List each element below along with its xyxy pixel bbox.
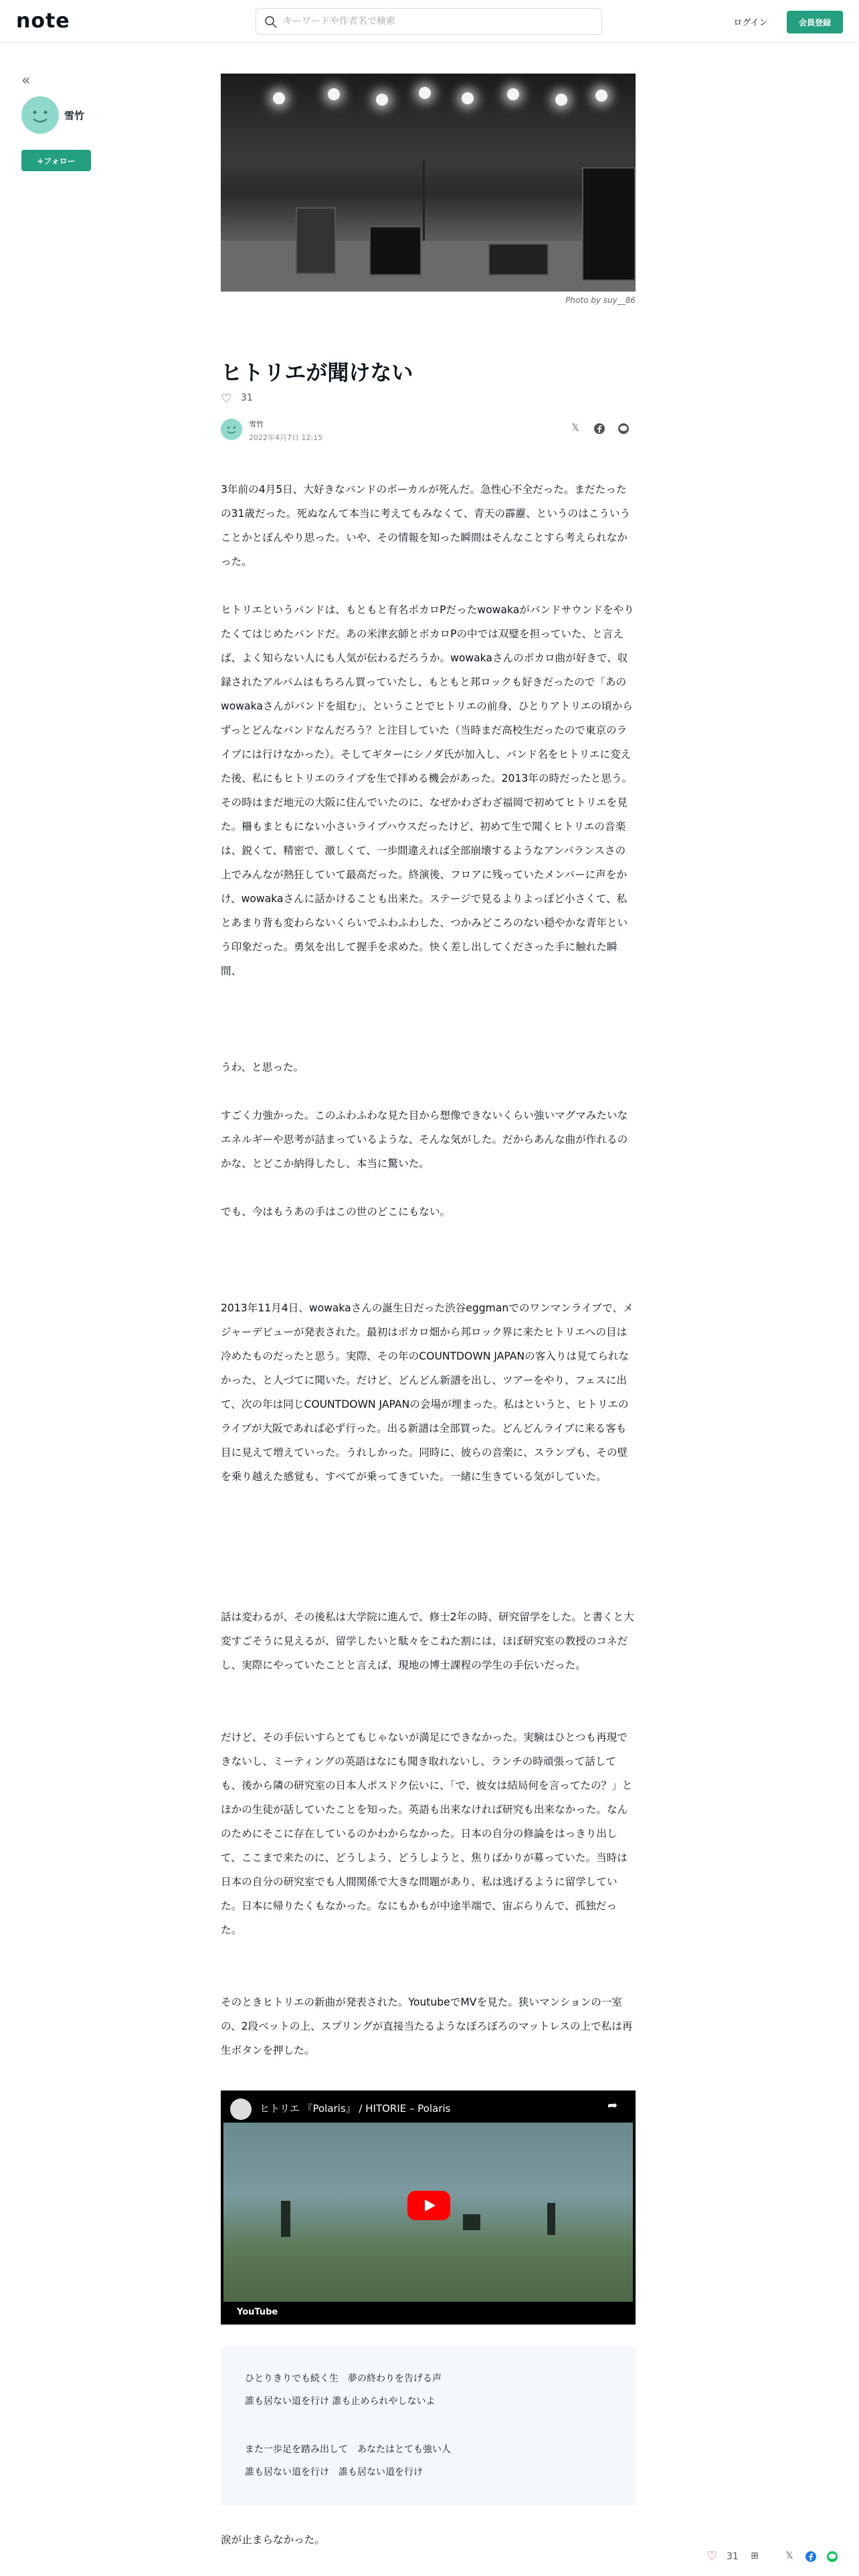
floating-like-count: 31	[727, 2551, 739, 2562]
article-paragraph: うわ、と思った。	[221, 1061, 304, 1073]
signup-button[interactable]: 会員登録	[787, 11, 843, 33]
follow-button[interactable]: +フォロー	[21, 150, 91, 171]
quote-line: 誰も居ない道を行け 誰も居ない道を行け	[245, 2467, 423, 2478]
magazine-add-icon[interactable]: ⊞	[751, 2551, 759, 2561]
post-date: 2022年4月7日 12:15	[249, 433, 323, 442]
sidebar-author-name[interactable]: 雪竹	[64, 110, 85, 122]
sidebar-avatar[interactable]	[21, 96, 59, 134]
article-paragraph: 話は変わるが、その後私は大学院に進んで、修士2年の時、研究留学をした。と書くと大変すごそうに見えるが、留学したいと駄々をこねた割には、ほぼ研究室の教授のコネだし、実際にやっていたことと言えば、現地の博士課程の学生の手伝いだった。	[221, 1611, 634, 1671]
login-button[interactable]: ログイン	[724, 11, 777, 32]
search-box[interactable]	[256, 8, 602, 35]
like-count: 31	[241, 393, 253, 403]
article-paragraph: そのときヒトリエの新曲が発表された。YoutubeでMVを見た。狭いマンションの一室の、2段ベットの上、スプリングが直接当たるようなぼろぼろのマットレスの上で私は再生ボタンを押した。	[221, 1996, 633, 2056]
channel-avatar[interactable]	[230, 2099, 252, 2120]
hero-photo	[221, 74, 636, 292]
article-paragraph: 2013年11月4日、wowakaさんの誕生日だった渋谷eggmanでのワンマンライブで、メジャーデビューが発表された。最初はボカロ畑から邦ロック界に来たヒトリエへの目は冷めたものだったと思う。実際、その年のCOUNTDOWN JAPANの客入りは見てられなかった、と人づてに聞いた。だけど、どんどん新譜を出し、ツアーをやり、フェスに出て、次の年は同じCOUNTDOWN JAPANの会場が埋まった。私はというと、ヒトリエのライブが大阪であれば必ず行った。出る新譜は全部買った。どんどんライブに来る客も目に見えて増えていった。うれしかった。同時に、彼らの音楽に、スランプも、その壁を乗り越えた感覚も、すべてが乗ってきていた。一緒に生きている気がしていた。	[221, 1302, 634, 1483]
collapse-sidebar-icon[interactable]: «	[21, 72, 31, 89]
photo-credit[interactable]: Photo by suy__86	[565, 296, 636, 305]
video-share-icon[interactable]: ➦	[607, 2099, 618, 2113]
x-share-icon[interactable]: 𝕏	[785, 2551, 793, 2561]
article-paragraph: 3年前の4月5日、大好きなバンドのボーカルが死んだ。急性心不全だった。まだたったの31歳だった。死ぬなんて本当に考えてもみなくて、青天の霹靂、というのはこういうことかとぼんやり思った。いや、その情報を知った瞬間はそんなことすら考えられなかった。	[221, 484, 631, 568]
author-name[interactable]: 雪竹	[249, 420, 264, 429]
lyrics-quote	[221, 2347, 636, 2505]
search-icon	[264, 15, 278, 29]
smiley-avatar-icon	[21, 96, 59, 134]
smiley-avatar-icon	[221, 419, 242, 440]
article-title: ヒトリエが聞けない	[221, 360, 413, 385]
floating-heart-icon[interactable]: ♡	[706, 2549, 718, 2563]
article-paragraph: ヒトリエというバンドは、もともと有名ボカロPだったwowakaがバンドサウンドをやりたくてはじめたバンドだ。あの米津玄師とボカロPの中では双璧を担っていた、と言えば、よく知らない人にも人気が伝わるだろうか。wowakaさんのボカロ曲が好きで、収録されたアルバムはもちろん買っていたし、もともと邦ロックも好きだったので「あのwowakaさんがバンドを組む」、ということでヒトリエの前身、ひとりアトリエの頃からずっとどんなバンドなんだろう？と注目していた（当時まだ高校生だったので東京のライブには行けなかった）。そしてギターにシノダ氏が加入し、バンド名をヒトリエに変えた後、私にもヒトリエのライブを生で拝める機会があった。2013年の時だったと思う。その時はまだ地元の大阪に住んでいたのに、なぜかわざわざ福岡で初めてヒトリエを見た。柵もまともにない小さいライブハウスだったけど、初めて生で聞くヒトリエの音楽は、鋭くて、精密で、激しくて、一歩間違えれば全部崩壊するようなアンバランスさの上でみんなが熱狂していて最高だった。終演後、フロアに残っていたメンバーに声をかけ、wowakaさんに話かけることも出来た。ステージで見るよりよっぽど小さくて、私とあまり背も変わらないくらいでふわふわした、つかみどころのない穏やかな青年という印象だった。勇気を出して握手を求めた。快く差し出してくださった手に触れた瞬間、	[221, 604, 634, 977]
article-paragraph: だけど、その手伝いすらとてもじゃないが満足にできなかった。実験はひとつも再現できないし、ミーティングの英語はなにも聞き取れないし、ランチの時頑張って話しても、後から隣の研究室の日本人ポスドク伝いに、「で、彼女は結局何を言ってたの？」とほかの生徒が話していたことを知った。英語も出来なければ研究も出来なかった。なんのためにそこに存在しているのかわからなかった。日本の自分の修論をはっきり出して、ここまで来たのに、どうしよう、どうしようと、焦りばかりが募っていた。当時は日本の自分の研究室でも人間関係で大きな問題があり、私は逃げるように留学していた。日本に帰りたくもなかった。なにもかもが中途半端で、宙ぶらりんで、孤独だった。	[221, 1731, 633, 1936]
youtube-logo[interactable]: YouTube	[237, 2307, 278, 2317]
x-share-icon[interactable]: 𝕏	[571, 423, 579, 433]
article-paragraph: でも、今はもうあの手はこの世のどこにもない。	[221, 1206, 451, 1218]
note-logo[interactable]: note	[16, 9, 70, 33]
quote-line: ひとりきりでも続く生 夢の終わりを告げる声	[245, 2373, 442, 2384]
quote-line: また一歩足を踏み出して あなたはとても強い人	[245, 2444, 451, 2455]
author-avatar[interactable]	[221, 419, 242, 440]
article-paragraph: すごく力強かった。このふわふわな見た目から想像できないくらい強いマグマみたいなエネルギーや思考が詰まっているような、そんな気がした。だからあんな曲が作れるのかな、とどこか納得したし、本当に驚いた。	[221, 1109, 628, 1170]
facebook-share-icon[interactable]	[593, 423, 606, 436]
quote-line: 誰も居ない道を行け 誰も止められやしないよ	[245, 2396, 436, 2407]
line-share-icon[interactable]	[826, 2551, 839, 2564]
video-title[interactable]: ヒトリエ 『Polaris』 / HITORIE – Polaris	[260, 2103, 451, 2115]
article-paragraph: 涙が止まらなかった。	[221, 2534, 325, 2546]
play-button[interactable]	[407, 2191, 450, 2220]
top-header	[0, 0, 859, 43]
line-share-icon[interactable]	[617, 423, 630, 436]
facebook-share-icon[interactable]	[804, 2551, 818, 2564]
search-input[interactable]	[283, 9, 591, 34]
heart-icon[interactable]: ♡	[221, 392, 232, 406]
youtube-embed[interactable]	[221, 2090, 636, 2325]
